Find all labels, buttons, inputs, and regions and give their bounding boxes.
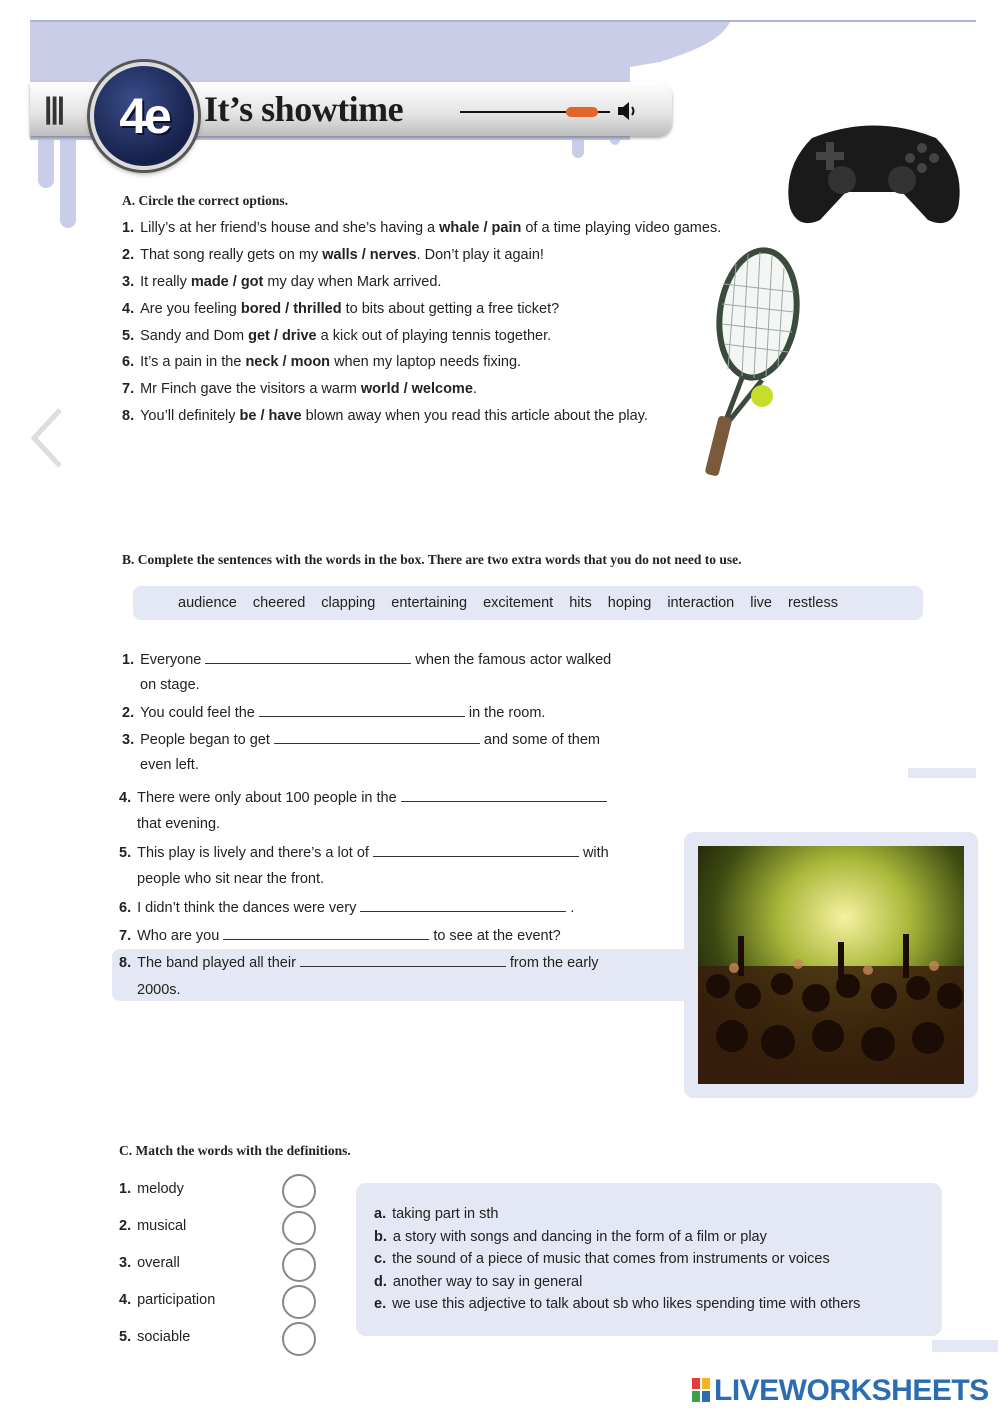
bars-icon: ||| <box>44 92 64 125</box>
match-word-3: 3. overall <box>119 1255 180 1271</box>
unit-badge <box>90 62 198 170</box>
highlight-tab <box>908 768 976 778</box>
answer-blank[interactable] <box>223 927 429 940</box>
word-box-item: hits <box>569 595 592 611</box>
answer-circle-4[interactable] <box>282 1285 316 1319</box>
game-controller-icon <box>782 108 966 232</box>
option-choice[interactable]: walls / nerves <box>322 247 417 263</box>
section-a-item-3: 3. It really made / got my day when Mark arrived. <box>122 274 442 290</box>
word-box-item: clapping <box>321 595 376 611</box>
answer-blank[interactable] <box>300 954 506 967</box>
section-b-item-7: 7. Who are you to see at the event? <box>119 928 561 944</box>
section-a-item-2: 2. That song really gets on my walls / nerves. Don’t play it again! <box>122 247 544 263</box>
section-a-title: A. Circle the correct options. <box>122 193 288 208</box>
section-b-item-5: 5. This play is lively and there’s a lot of with <box>119 845 609 861</box>
word-box-item: excitement <box>483 595 554 611</box>
section-a-item-6: 6. It’s a pain in the neck / moon when my laptop needs fixing. <box>122 354 522 370</box>
word-box-item: restless <box>787 595 838 611</box>
option-choice[interactable]: world / welcome <box>360 381 473 397</box>
definition-c: c. the sound of a piece of music that comes from instruments or voices <box>374 1251 830 1267</box>
match-word-1: 1. melody <box>119 1181 184 1197</box>
section-b-item-1: 1. Everyone when the famous actor walked <box>122 652 612 668</box>
liveworksheets-logo-icon <box>692 1378 710 1402</box>
option-choice[interactable]: bored / thrilled <box>240 301 342 317</box>
answer-blank[interactable] <box>401 789 607 802</box>
paint-drips-right <box>570 130 630 170</box>
speaker-icon <box>616 100 644 122</box>
section-b-item-1-cont: on stage. <box>140 677 200 693</box>
section-b-item-4: 4. There were only about 100 people in the <box>119 789 611 806</box>
highlight-tab-bottom <box>932 1340 998 1352</box>
word-box-item: audience <box>178 595 237 611</box>
option-choice[interactable]: whale / pain <box>439 220 522 236</box>
answer-blank[interactable] <box>373 844 579 857</box>
definition-e: e. we use this adjective to talk about sb who likes spending time with others <box>374 1296 861 1312</box>
option-choice[interactable]: neck / moon <box>245 354 331 370</box>
concert-crowd-photo <box>698 846 964 1084</box>
definition-a: a. taking part in sth <box>374 1206 499 1222</box>
section-c-title: C. Match the words with the definitions. <box>119 1143 351 1158</box>
section-b-item-6: 6. I didn’t think the dances were very . <box>119 900 575 916</box>
option-choice[interactable]: get / drive <box>248 328 317 344</box>
section-b-item-2: 2. You could feel the in the room. <box>122 705 546 721</box>
section-a-item-7: 7. Mr Finch gave the visitors a warm world / welcome. <box>122 381 477 397</box>
section-a-item-1: 1. Lilly’s at her friend’s house and she’s having a whale / pain of a time playing video games. <box>122 220 722 236</box>
answer-blank[interactable] <box>259 704 465 717</box>
section-b-item-3: 3. People began to get and some of them <box>122 732 600 748</box>
word-box-item: hoping <box>607 595 652 611</box>
unit-number: 4e <box>119 88 169 144</box>
answer-blank[interactable] <box>205 651 411 664</box>
answer-circle-3[interactable] <box>282 1248 316 1282</box>
word-box-item: interaction <box>667 595 735 611</box>
tennis-racket-icon <box>696 244 806 478</box>
section-b-item-5-cont: people who sit near the front. <box>137 871 325 887</box>
section-b-item-4-cont: that evening. <box>137 816 221 832</box>
section-b-title: B. Complete the sentences with the words in the box. There are two extra words that you do not need to use. <box>122 552 742 567</box>
previous-page-arrow[interactable] <box>26 406 66 470</box>
definition-d: d. another way to say in general <box>374 1274 583 1290</box>
match-word-4: 4. participation <box>119 1292 216 1308</box>
answer-blank[interactable] <box>360 899 566 912</box>
word-box <box>133 586 923 620</box>
answer-circle-2[interactable] <box>282 1211 316 1245</box>
answer-circle-5[interactable] <box>282 1322 316 1356</box>
match-word-2: 2. musical <box>119 1218 187 1234</box>
option-choice[interactable]: made / got <box>190 274 264 290</box>
answer-blank[interactable] <box>274 731 480 744</box>
page-title: It’s showtime <box>204 89 404 129</box>
section-b-item-8-cont: 2000s. <box>137 982 181 998</box>
paint-drips <box>34 130 94 230</box>
definition-b: b. a story with songs and dancing in the form of a film or play <box>374 1229 767 1245</box>
match-word-5: 5. sociable <box>119 1329 191 1345</box>
option-choice[interactable]: be / have <box>239 408 302 424</box>
answer-circle-1[interactable] <box>282 1174 316 1208</box>
word-box-item: live <box>750 595 772 611</box>
section-a-item-4: 4. Are you feeling bored / thrilled to bits about getting a free ticket? <box>122 301 560 317</box>
section-a-item-5: 5. Sandy and Dom get / drive a kick out of playing tennis together. <box>122 328 552 344</box>
word-box-item: entertaining <box>391 595 468 611</box>
word-box-item: cheered <box>252 595 306 611</box>
section-a-item-8: 8. You’ll definitely be / have blown away when you read this article about the play. <box>122 408 648 424</box>
liveworksheets-logo: LIVEWORKSHEETS <box>714 1374 989 1407</box>
section-b-item-3-cont: even left. <box>140 757 199 773</box>
section-b-item-8: 8. The band played all their from the early <box>119 955 599 971</box>
